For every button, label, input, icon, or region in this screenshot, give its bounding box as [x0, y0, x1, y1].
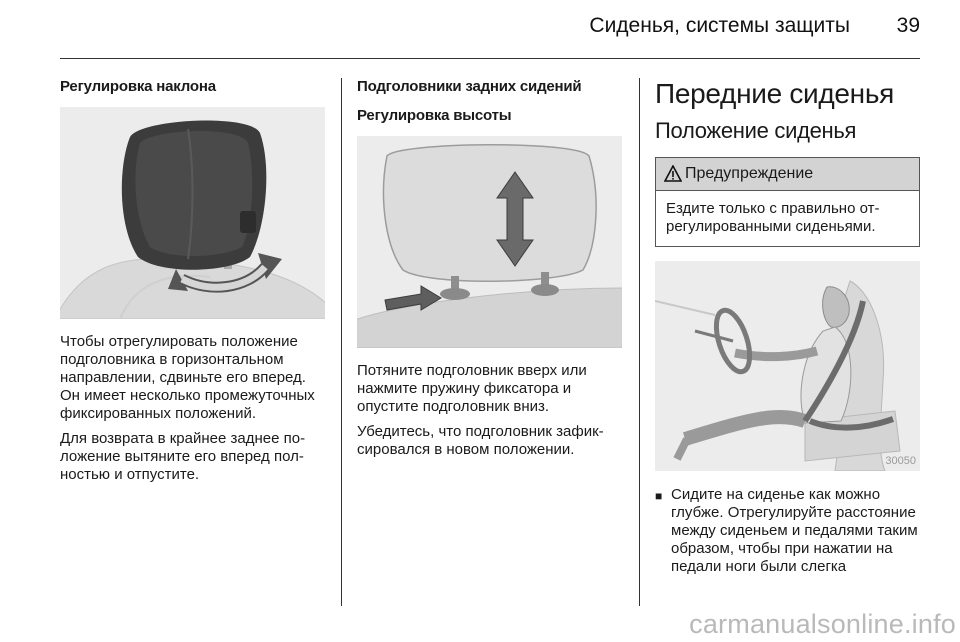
column-1: [60, 78, 325, 491]
seat-position-heading: Положение сиденья: [655, 118, 857, 143]
warning-header: [656, 158, 919, 191]
bullet-square-icon: ■: [655, 489, 663, 503]
tilt-paragraph-1: Чтобы отрегулировать положение подголовника в горизонтальном направлении, сдвиньте его вперед. Он имеет несколько промежуточных фиксированных положений.: [60, 333, 315, 422]
bullet-item: [655, 486, 920, 576]
front-seats-heading: Передние сиденья: [655, 78, 894, 109]
watermark: carmanualsonline.info: [689, 609, 956, 639]
column-2: [357, 78, 625, 466]
column-3: [655, 78, 920, 576]
driver-seat-illustration: [655, 261, 920, 471]
height-paragraph-2: Убедитесь, что подголовник зафиксировался в новом положении.: [357, 423, 604, 458]
warning-triangle-icon: [664, 165, 682, 183]
header-rule: [60, 58, 920, 59]
tilt-paragraph-2: Для возврата в крайнее заднее положение вытяните его вперед полностью и отпустите.: [60, 430, 306, 483]
warning-text: Ездите только с правильно отрегулированными сиденьями.: [666, 200, 880, 235]
height-paragraph-1: Потяните подголовник вверх или нажмите пружину фиксатора и опустите подголовник вниз.: [357, 362, 587, 415]
rear-headrests-heading: Подголовники задних сидений: [357, 78, 582, 95]
column-divider-1: [341, 78, 342, 606]
tilt-adjustment-heading: Регулировка наклона: [60, 78, 216, 95]
headrest-tilt-illustration: [60, 107, 325, 319]
warning-title: Предупреждение: [685, 165, 814, 182]
page-header-title: Сиденья, системы защиты: [589, 14, 850, 37]
warning-box: [655, 157, 920, 247]
rear-headrest-height-illustration: [357, 136, 622, 348]
bullet-text: Сидите на сиденье как можно глубже. Отрегулируйте расстояние между сиденьем и педалями таким образом, чтобы при нажатии на педали ноги были слегка: [671, 486, 918, 575]
page-number: 39: [896, 14, 920, 37]
height-adjustment-heading: Регулировка высоты: [357, 107, 512, 124]
figure-code: 30050: [885, 455, 916, 467]
driver-seat-figure: [655, 261, 920, 471]
column-divider-2: [639, 78, 640, 606]
